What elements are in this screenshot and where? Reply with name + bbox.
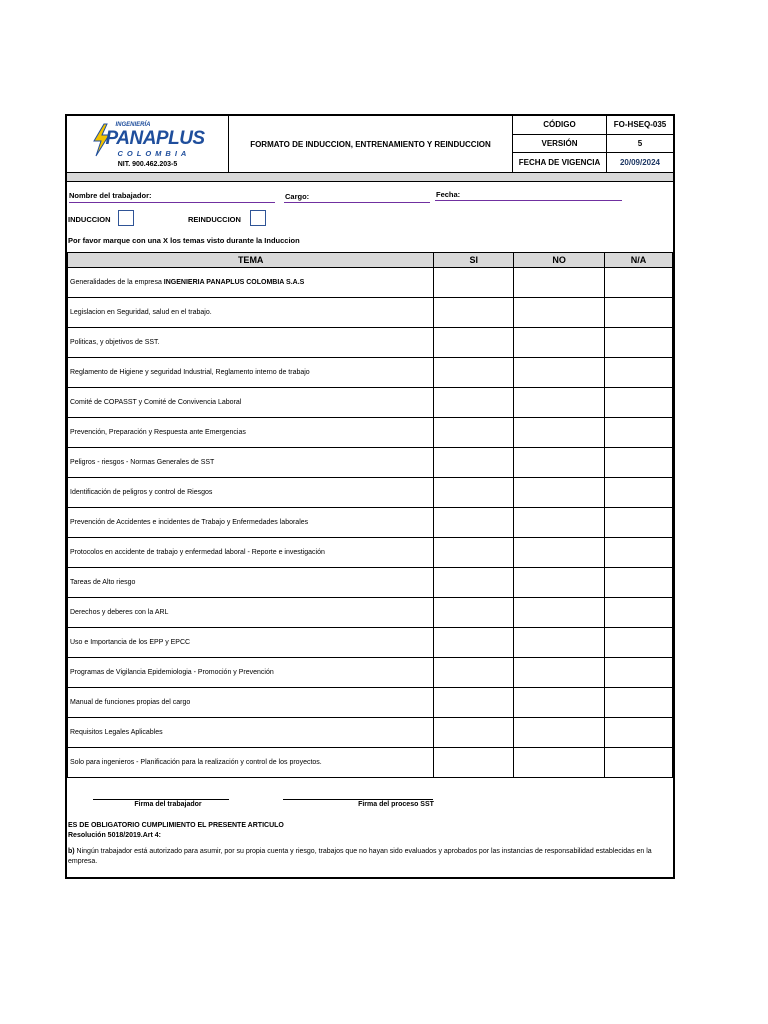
topic-text: Identificación de peligros y control de Riesgos: [70, 489, 213, 496]
form-header: [67, 116, 673, 172]
header-no: NO: [514, 253, 605, 268]
mark-cell-yes[interactable]: [434, 508, 514, 538]
topic-text: Generalidades de la empresa: [70, 279, 164, 286]
table-row: [68, 658, 673, 688]
mark-cell-yes[interactable]: [434, 478, 514, 508]
company-logo-cell: [67, 116, 229, 172]
sst-signature-line[interactable]: [283, 799, 433, 800]
mark-cell-no[interactable]: [514, 688, 605, 718]
mark-cell-yes[interactable]: [434, 748, 514, 778]
topics-body: [68, 268, 673, 778]
mark-cell-yes[interactable]: [434, 448, 514, 478]
company-logo: [88, 121, 208, 159]
mark-cell-no[interactable]: [514, 538, 605, 568]
date-label: Fecha:: [436, 190, 461, 199]
topic-company-name: INGENIERIA PANAPLUS COLOMBIA S.A.S: [163, 279, 305, 286]
table-row: [68, 688, 673, 718]
topic-cell: [68, 358, 434, 388]
table-row: [68, 718, 673, 748]
mark-cell-yes[interactable]: [434, 718, 514, 748]
table-row: [68, 628, 673, 658]
table-row: [68, 538, 673, 568]
topic-cell: [68, 298, 434, 328]
validity-date-label: FECHA DE VIGENCIA: [513, 153, 607, 172]
topic-cell: [68, 448, 434, 478]
topic-text: Tareas de Alto riesgo: [70, 579, 136, 586]
mark-cell-yes[interactable]: [434, 658, 514, 688]
topic-text: Comité de COPASST y Comité de Convivencia Laboral: [70, 399, 242, 406]
topic-text: Uso e Importancia de los EPP y EPCC: [70, 639, 191, 646]
topic-text: Programas de Vigilancia Epidemiologia - Promoción y Prevención: [70, 669, 274, 676]
topic-text: Prevención, Preparación y Respuesta ante Emergencias: [70, 429, 246, 436]
mark-cell-yes[interactable]: [434, 628, 514, 658]
article-text: [68, 847, 668, 867]
header-topic: TEMA: [68, 253, 434, 268]
mark-cell-no[interactable]: [514, 388, 605, 418]
position-field[interactable]: [284, 202, 430, 203]
topic-cell: [68, 388, 434, 418]
mark-cell-yes[interactable]: [434, 598, 514, 628]
code-label: CÓDIGO: [513, 116, 607, 135]
topic-text: Protocolos en accidente de trabajo y enfermedad laboral - Reporte e investigación: [70, 549, 325, 556]
table-row: [68, 748, 673, 778]
mark-cell-no[interactable]: [514, 568, 605, 598]
mandatory-notice: ES DE OBLIGATORIO CUMPLIMIENTO EL PRESENTE ARTICULO: [68, 822, 284, 829]
topic-text: Solo para ingenieros - Planificación para la realización y control de los proyectos.: [70, 759, 322, 766]
table-row: [68, 448, 673, 478]
mark-cell-na[interactable]: [605, 568, 673, 598]
topic-text: Reglamento de Higiene y seguridad Industrial, Reglamento interno de trabajo: [70, 369, 310, 376]
topic-cell: [68, 268, 434, 298]
version-label: VERSIÓN: [513, 135, 607, 154]
reinduction-label: REINDUCCION: [188, 215, 241, 224]
mark-cell-yes[interactable]: [434, 388, 514, 418]
worker-signature-label: Firma del trabajador: [134, 801, 202, 808]
topic-cell: [68, 328, 434, 358]
mark-cell-no[interactable]: [514, 658, 605, 688]
topic-cell: [68, 538, 434, 568]
topic-text: Legislacion en Seguridad, salud en el trabajo.: [70, 309, 212, 316]
mark-cell-no[interactable]: [514, 328, 605, 358]
mark-cell-no[interactable]: [514, 358, 605, 388]
header-separator-bar: [67, 172, 673, 182]
table-row: [68, 418, 673, 448]
mark-cell-no[interactable]: [514, 748, 605, 778]
worker-name-field[interactable]: [69, 202, 275, 203]
topic-cell: [68, 478, 434, 508]
mark-cell-yes[interactable]: [434, 688, 514, 718]
logo-country: COLOMBIA: [117, 148, 191, 158]
resolution-reference: Resolución 5018/2019.Art 4:: [68, 832, 161, 839]
header-yes: SI: [434, 253, 514, 268]
mark-cell-na[interactable]: [605, 538, 673, 568]
mark-cell-no[interactable]: [514, 298, 605, 328]
mark-cell-na[interactable]: [605, 418, 673, 448]
topic-text: Peligros - riesgos - Normas Generales de SST: [70, 459, 215, 466]
sst-signature-label: Firma del proceso SST: [358, 801, 434, 808]
code-value: FO-HSEQ-035: [607, 116, 673, 135]
table-row: [68, 508, 673, 538]
mark-cell-yes[interactable]: [434, 538, 514, 568]
mark-cell-no[interactable]: [514, 448, 605, 478]
position-label: Cargo:: [285, 192, 310, 201]
mark-cell-yes[interactable]: [434, 298, 514, 328]
mark-cell-na[interactable]: [605, 358, 673, 388]
worker-name-label: Nombre del trabajador:: [69, 191, 152, 200]
mark-cell-yes[interactable]: [434, 358, 514, 388]
mark-cell-no[interactable]: [514, 478, 605, 508]
table-row: [68, 598, 673, 628]
mark-cell-no[interactable]: [514, 718, 605, 748]
worker-signature-line[interactable]: [93, 799, 229, 800]
mark-cell-na[interactable]: [605, 508, 673, 538]
induction-label: INDUCCION: [68, 215, 111, 224]
mark-cell-na[interactable]: [605, 478, 673, 508]
header-na: N/A: [605, 253, 673, 268]
mark-cell-no[interactable]: [514, 418, 605, 448]
mark-cell-yes[interactable]: [434, 568, 514, 598]
table-row: [68, 568, 673, 598]
topic-text: Politicas, y objetivos de SST.: [70, 339, 160, 346]
mark-cell-na[interactable]: [605, 268, 673, 298]
topic-cell: [68, 508, 434, 538]
table-row: [68, 358, 673, 388]
topic-text: Requisitos Legales Aplicables: [70, 729, 163, 736]
table-row: [68, 388, 673, 418]
mark-cell-na[interactable]: [605, 448, 673, 478]
topic-cell: [68, 598, 434, 628]
company-nit: NIT. 900.462.203-5: [117, 160, 178, 168]
topic-cell: [68, 568, 434, 598]
mark-cell-na[interactable]: [605, 388, 673, 418]
table-row: [68, 328, 673, 358]
reinduction-checkbox[interactable]: [250, 210, 266, 226]
mark-cell-yes[interactable]: [434, 418, 514, 448]
instruction-text: Por favor marque con una X los temas visto durante la Induccion: [68, 236, 300, 245]
topic-cell: [68, 718, 434, 748]
mark-cell-na[interactable]: [605, 628, 673, 658]
version-value: 5: [607, 135, 673, 154]
table-header-row: [68, 253, 673, 268]
mark-cell-na[interactable]: [605, 598, 673, 628]
mark-cell-yes[interactable]: [434, 268, 514, 298]
topic-text: Manual de funciones propias del cargo: [70, 699, 191, 706]
date-field[interactable]: [435, 200, 622, 201]
table-row: [68, 268, 673, 298]
induction-form: [65, 114, 675, 879]
topic-cell: [68, 658, 434, 688]
table-row: [68, 478, 673, 508]
mark-cell-na[interactable]: [605, 658, 673, 688]
topic-cell: [68, 418, 434, 448]
logo-brand: PANAPLUS: [105, 127, 205, 149]
topic-text: Derechos y deberes con la ARL: [70, 609, 169, 616]
mark-cell-na[interactable]: [605, 298, 673, 328]
topic-text: Prevención de Accidentes e incidentes de Trabajo y Enfermedades laborales: [70, 519, 309, 526]
mark-cell-yes[interactable]: [434, 328, 514, 358]
induction-checkbox[interactable]: [118, 210, 134, 226]
form-title: FORMATO DE INDUCCION, ENTRENAMIENTO Y REINDUCCION: [229, 116, 513, 172]
mark-cell-na[interactable]: [605, 328, 673, 358]
logo-top-word: INGENIERÍA: [115, 121, 151, 128]
mark-cell-na[interactable]: [605, 718, 673, 748]
topic-cell: [68, 688, 434, 718]
article-body: Ningún trabajador está autorizado para asumir, por su propia cuenta y riesgo, trabajos que no hayan sido evaluados y aprobados por las instancias de responsabilidad establecidas en la empresa.: [68, 848, 652, 865]
topic-cell: [68, 628, 434, 658]
mark-cell-no[interactable]: [514, 628, 605, 658]
mark-cell-no[interactable]: [514, 268, 605, 298]
mark-cell-no[interactable]: [514, 508, 605, 538]
topic-cell: [68, 748, 434, 778]
mark-cell-na[interactable]: [605, 748, 673, 778]
validity-date-value: 20/09/2024: [619, 157, 661, 167]
topics-table: [67, 252, 673, 778]
article-letter: b): [68, 848, 75, 855]
mark-cell-no[interactable]: [514, 598, 605, 628]
table-row: [68, 298, 673, 328]
mark-cell-na[interactable]: [605, 688, 673, 718]
